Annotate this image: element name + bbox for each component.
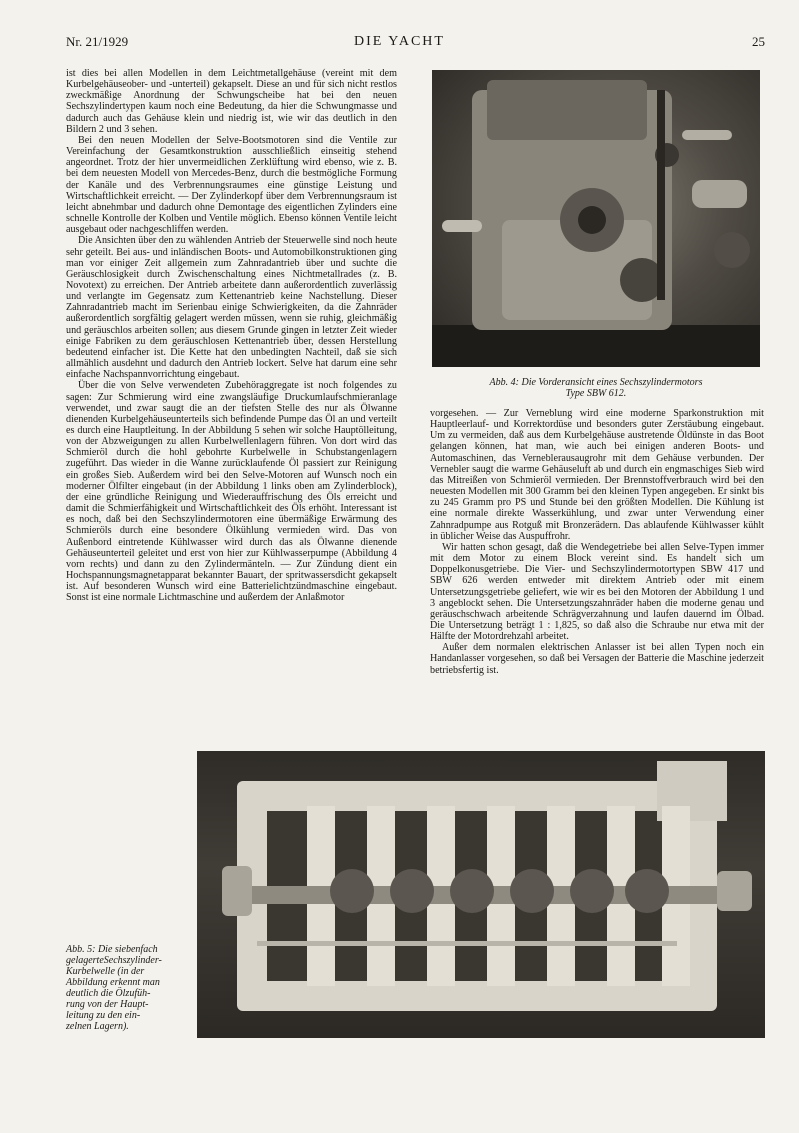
left-column (66, 68, 397, 604)
caption-line: Abbildung erkennt man (66, 977, 160, 988)
right-column (430, 408, 764, 676)
figure-4-caption (432, 377, 760, 399)
caption-line: Kurbelwelle (in der (66, 966, 145, 977)
paragraph: vorgesehen. — Zur Verneblung wird eine moderne Sparkonstruktion mit Hauptleerlauf- und Korrektordüse und besonders guter Zerstäubung eingebaut. Um zu vermeiden, daß aus dem Kurbelgehäuse austretende Öldünste in das Boot gelangen können, hat man, wie auch bei einigen anderen Boots- und Automaschinen, das Verneblerausaugrohr mit dem Gehäuse verbunden. Der Vernebler saugt die warme Gehäuseluft ab und durch ein engmaschiges Sieb wird das Mitreißen von Schmieröl vermieden. Der Brennstoffverbrauch wird bei den neuesten Modellen mit 300 Gramm bei den kleinen Typen angegeben. Er sinkt bis zu 245 Gramm pro PS und Stunde bei den größten Modellen. Die Kühlung ist eine normale direkte Wasserkühlung, und zwar unter Verwendung einer Zahnradpumpe aus Rotguß mit Bronzerädern. Das ablaufende Kühlwasser kühlt in üblicher Weise das Auspuffrohr. (430, 408, 764, 542)
caption-line: gelagerteSechszylinder- (66, 955, 162, 966)
caption-line: zelnen Lagern). (66, 1021, 129, 1032)
caption-line: Abb. 4: Die Vorderansicht eines Sechszylindermotors (489, 377, 703, 388)
engine-front-photo (432, 70, 760, 367)
caption-line: deutlich die Ölzufüh- (66, 988, 151, 999)
paragraph: Außer dem normalen elektrischen Anlasser ist bei allen Typen noch ein Handanlasser vorgesehen, so daß bei Versagen der Batterie die Maschine jederzeit betriebsfertig ist. (430, 642, 764, 676)
paragraph: Die Ansichten über den zu wählenden Antrieb der Steuerwelle sind noch heute sehr geteilt. Bei aus- und inländischen Boots- und Automobilkonstruktionen ging man vor einiger Zeit allgemein zum Zahnradantrieb über und suchte die Geräuschlosigkeit durch Zwischenschaltung eines Nichtmetallrades (z. B. Novotext) zu erreichen. Der Antrieb arbeitete dann außerordentlich zuverlässig und verlangte im Gegensatz zum Kettenantrieb keine Nachstellung. Dieser Zahnradantrieb macht im Serienbau einige Schwierigkeiten, da die Zahnräder außerordentlich sorgfältig gelagert werden müssen, wenn sie ruhig, gleichmäßig und geräuschlos arbeiten sollen; aus diesem Grunde gingen in letzter Zeit wieder einige Fabriken zu dem geräuschlosen Kettenantrieb über, dessen Herstellung bedeutend einfacher ist. Die Kette hat den unbedingten Nachteil, daß sie sich allmählich ausdehnt und dadurch den Antrieb lockert. Selve hat darum eine sehr einfache Nachspannvorrichtung eingebaut. (66, 235, 397, 381)
paragraph: ist dies bei allen Modellen in dem Leichtmetallgehäuse (vereint mit dem Kurbelgehäuseober- und -unterteil) gekapselt. Diese an und für sich nicht restlos zweckmäßige Anordnung der Schwungscheibe hat bei den neuen Sechszylindertypen kaum noch eine Bedeutung, da hier die Schwungmasse und dadurch auch das Gehäuse klein und niedrig ist, wie wir das deutlich in den Bildern 2 und 3 sehen. (66, 68, 397, 135)
page-number: 25 (752, 34, 765, 49)
caption-line: leitung zu den ein- (66, 1010, 141, 1021)
crankshaft-photo (197, 751, 765, 1038)
caption-line: Abb. 5: Die siebenfach (66, 944, 158, 955)
figure-5-caption (66, 944, 194, 1032)
caption-line: rung von der Haupt- (66, 999, 149, 1010)
paragraph: Über die von Selve verwendeten Zubehöraggregate ist noch folgendes zu sagen: Zur Schmierung wird eine zwangsläufige Druckumlaufschmieranlage verwendet, und zwar saugt die an der tiefsten Stelle des nur als Ölwanne dienenden Kurbelgehäuseunterteils sich befindende Pumpe das Öl an und verteilt es durch eine Hauptleitung. In der Abbildung 5 sehen wir solche Hauptölleitung, von der Abzweigungen zu allen Kurbelwellenlagern führen. Von dort wird das Schmieröl durch die hohl gebohrte Kurbelwelle in Schubstangenlagern zugeführt. Das wieder in die Wanne zurücklaufende Öl passiert zur Reinigung ein großes Sieb. Außerdem wird bei den Selve-Motoren auf Wunsch noch ein moderner Ölfilter eingebaut (in der Abbildung 1 links oben am Zylinderblock), der eine gründliche Reinigung und Wiederauffrischung des Öls erreicht und damit die Schmierfähigkeit und Wirtschaftlichkeit des Öls erhöht. Interessant ist es noch, daß bei den Sechszylindermotoren eine übermäßige Erwärmung des Schmieröls durch eine besondere Ölkühlung vermieden wird. Das von Außenbord eintretende Kühlwasser wird durch das als Ölwanne dienende Gehäuseunterteil geleitet und erst von hier zur Kühlwasserpumpe (Abbildung 4 vorn rechts) und dann zu den Zylindermänteln. — Zur Zündung dient ein Hochspannungsmagnetapparat bekannter Bauart, der spritwassersdicht gekapselt ist. Auf besonderen Wunsch wird eine Batterielichtzündmaschine eingebaut. Sonst ist eine normale Lichtmaschine und außerdem der Anlaßmotor (66, 380, 397, 604)
issue-number: Nr. 21/1929 (66, 34, 129, 49)
paragraph: Bei den neuen Modellen der Selve-Bootsmotoren sind die Ventile zur Vereinfachung der Gesamtkonstruktion ausschließlich einseitig stehend angeordnet. Trotz der hier unvermeidlichen Zerklüftung wird ebenso, wie z. B. bei dem neuesten Modell von Mercedes-Benz, durch die bestmögliche Formung der Kanäle und des Verbrennungsraumes eine günstige Leistung und Wirtschaftlichkeit erreicht. — Der Zylinderkopf über dem Verbrennungsraum ist leicht abnehmbar und dadurch ohne Demontage des eigentlichen Zylinders eine schnelle Kontrolle der Kolben und Ventile möglich. Ebenso können Ventile leicht ausgebaut oder nachgeschliffen werden. (66, 134, 397, 236)
paragraph: Wir hatten schon gesagt, daß die Wendegetriebe bei allen Selve-Typen immer mit dem Motor zu einem Block vereint sind. Es handelt sich um Doppelkonusgetriebe. Die Vier- und Sechszylindermotortypen SBW 417 und SBW 626 werden entweder mit direktem Antrieb oder mit einem Untersetzungsgetriebe geliefert, wie wir es bei den Motoren der Abbildung 1 und 3 angeblockt sehen. Die Untersetzungszahnräder haben die moderne genau und geräuschschwach arbeitende Schrägverzahnung und laufen dauernd im Ölbad. Die Untersetzung beträgt 1 : 1,825, so daß also die Schraube nur etwa mit der Hälfte der Motordrehzahl arbeitet. (430, 541, 764, 643)
magazine-title: DIE YACHT (354, 34, 445, 49)
caption-line: Type SBW 612. (565, 388, 627, 399)
